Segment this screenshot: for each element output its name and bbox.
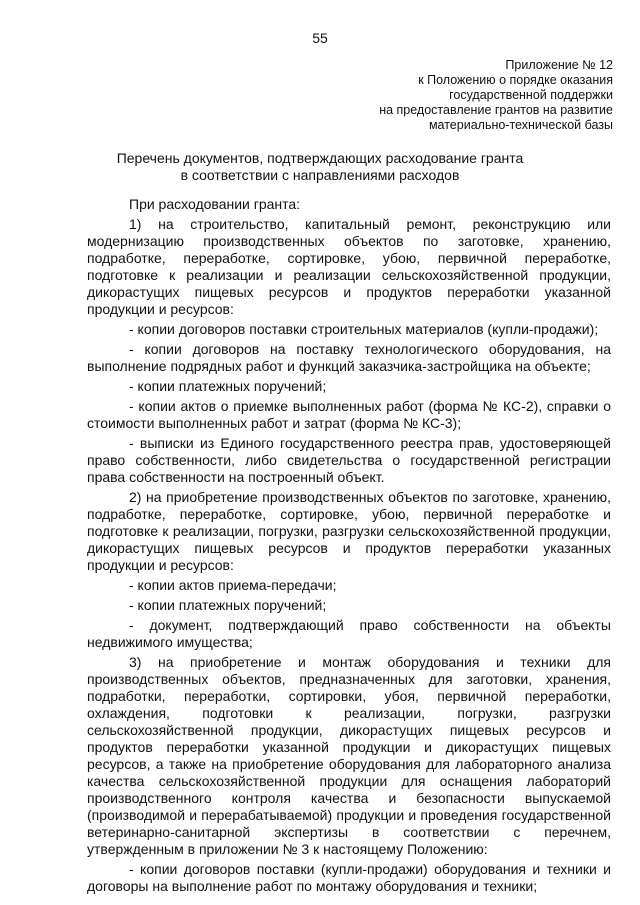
appendix-line: государственной поддержки	[449, 88, 613, 102]
appendix-line: к Положению о порядке оказания	[418, 73, 613, 87]
paragraph: - копии платежных поручений;	[129, 597, 327, 613]
appendix-header	[283, 58, 613, 133]
document-title	[0, 150, 640, 184]
appendix-line: на предоставление грантов на развитие	[379, 103, 613, 117]
paragraph: При расходовании гранта:	[129, 196, 301, 212]
paragraph: - копии договоров поставки (купли-продажи) оборудования и техники и договоры на выполнение работ по монтажу оборудования и техники;	[87, 861, 611, 894]
paragraph: 1) на строительство, капитальный ремонт, реконструкцию или модернизацию производственных объектов по заготовке, хранению, подработке, переработке, сортировке, убою, первичной переработке, подготовке к реализации и реализации сельскохозяйственной продукции, дикорастущих пищевых ресурсов и продуктов переработки указанной продукции и ресурсов:	[87, 216, 611, 317]
title-line: в соответствии с направлениями расходов	[180, 167, 460, 183]
page-number: 55	[312, 30, 328, 46]
paragraph: - копии актов приема-передачи;	[129, 577, 337, 593]
paragraph: - документ, подтверждающий право собственности на объекты недвижимого имущества;	[87, 617, 611, 650]
appendix-line: материально-технической базы	[428, 118, 613, 132]
paragraph: - копии платежных поручений;	[129, 378, 327, 394]
paragraph: - копии договоров поставки строительных материалов (купли-продажи);	[129, 321, 599, 337]
paragraph: 2) на приобретение производственных объектов по заготовке, хранению, подработке, переработке, сортировке, убою, первичной переработке и подготовке к реализации, погрузки, разгрузки сельскохозяйственной продукции, дикорастущих пищевых ресурсов и продуктов переработки указанных продукции и ресурсов:	[87, 489, 611, 573]
appendix-line: Приложение № 12	[505, 58, 613, 72]
paragraph: 3) на приобретение и монтаж оборудования и техники для производственных объектов, предназначенных для заготовки, хранения, подработки, переработки, сортировки, убоя, первичной переработки, охлаждения, подготовки к реализации, погрузки, разгрузки сельскохозяйственной продукции, дикорастущих пищевых ресурсов и продуктов переработки указанной продукции и дикорастущих пищевых ресурсов, а также на приобретение оборудования для лабораторного анализа качества сельскохозяйственной продукции для оснащения лабораторий производственного контроля качества и безопасности выпускаемой (производимой и перерабатываемой) продукции и проведения государственной ветеринарно-санитарной экспертизы в соответствии с перечнем, утвержденным в приложении № 3 к настоящему Положению:	[87, 654, 611, 857]
paragraph: - копии договоров на поставку технологического оборудования, на выполнение подрядных работ и функций заказчика-застройщика на объекте;	[87, 341, 611, 374]
paragraph: - выписки из Единого государственного реестра прав, удостоверяющей право собственности, либо свидетельства о государственной регистрации права собственности на построенный объект.	[87, 435, 611, 485]
document-body	[87, 196, 611, 895]
title-line: Перечень документов, подтверждающих расходование гранта	[116, 150, 524, 166]
paragraph: - копии актов о приемке выполненных работ (форма № КС-2), справки о стоимости выполненных работ и затрат (форма № КС-3);	[87, 398, 611, 431]
